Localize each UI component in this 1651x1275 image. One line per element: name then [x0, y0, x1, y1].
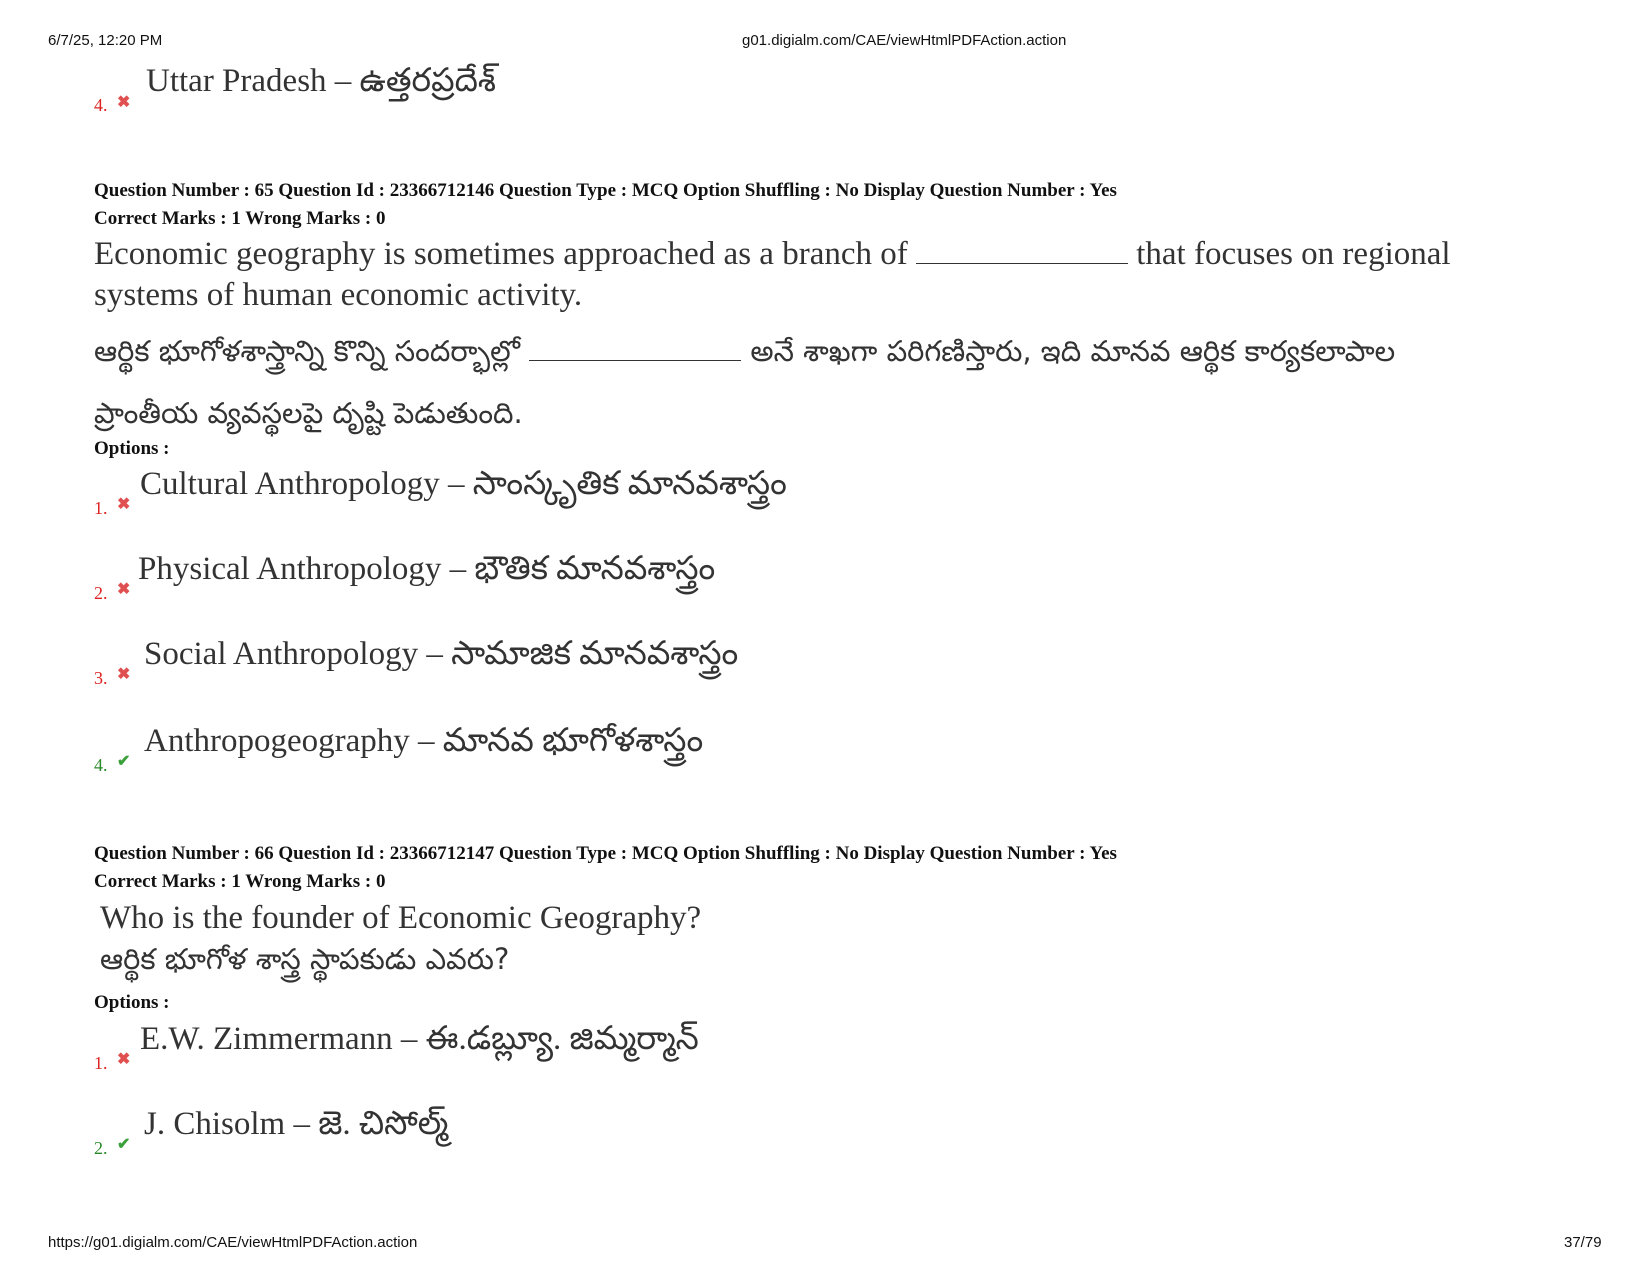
print-page-url: g01.digialm.com/CAE/viewHtmlPDFAction.action	[742, 32, 1067, 49]
q65-question-english	[94, 234, 1451, 317]
option-text: Social Anthropology – సామాజిక మానవశాస్త్రం	[144, 636, 739, 672]
option-number: 4.	[94, 755, 108, 775]
cross-icon: ✖	[117, 581, 131, 598]
check-icon: ✔	[117, 753, 131, 770]
print-page-number: 37/79	[1564, 1234, 1602, 1251]
option-number: 1.	[94, 498, 108, 518]
fill-in-blank	[529, 359, 741, 361]
option-number: 4.	[94, 95, 108, 115]
q65-meta-line: Question Number : 65 Question Id : 23366712146 Question Type : MCQ Option Shuffling : No Display Question Number : Yes	[94, 180, 1117, 201]
q65-en-text-part1: Economic geography is sometimes approached as a branch of	[94, 236, 908, 272]
q66-options-label: Options :	[94, 992, 170, 1013]
option-text: Uttar Pradesh – ఉత్తరప్రదేశ్	[146, 63, 497, 99]
q65-options-label: Options :	[94, 438, 170, 459]
cross-icon: ✖	[117, 94, 131, 111]
q66-marks-line: Correct Marks : 1 Wrong Marks : 0	[94, 871, 386, 892]
print-footer-url: https://g01.digialm.com/CAE/viewHtmlPDFAction.action	[48, 1234, 418, 1251]
q65-question-telugu	[94, 320, 1395, 444]
option-number: 3.	[94, 668, 108, 688]
q65-en-text-part2: that focuses on regional	[1136, 236, 1451, 272]
q65-en-text-line2: systems of human economic activity.	[94, 277, 583, 314]
option-text: E.W. Zimmermann – ఈ.డబ్ల్యూ. జిమ్మర్మాన్	[140, 1021, 699, 1057]
cross-icon: ✖	[117, 666, 131, 683]
q66-meta-line: Question Number : 66 Question Id : 23366712147 Question Type : MCQ Option Shuffling : No Display Question Number : Yes	[94, 843, 1117, 864]
q65-te-text-line2: ప్రాంతీయ వ్యవస్థలపై దృష్టి పెడుతుంది.	[94, 396, 523, 430]
q65-te-text-part2: అనే శాఖగా పరిగణిస్తారు, ఇది మానవ ఆర్థిక కార్యకలాపాల	[750, 334, 1396, 368]
print-datetime: 6/7/25, 12:20 PM	[48, 32, 163, 49]
q65-marks-line: Correct Marks : 1 Wrong Marks : 0	[94, 208, 386, 229]
option-number: 2.	[94, 583, 108, 603]
option-number: 2.	[94, 1138, 108, 1158]
option-text: J. Chisolm – జె. చిసోల్మ్	[144, 1106, 449, 1142]
cross-icon: ✖	[117, 496, 131, 513]
cross-icon: ✖	[117, 1051, 131, 1068]
fill-in-blank	[916, 262, 1128, 264]
option-text: Anthropogeography – మానవ భూగోళశాస్త్రం	[144, 723, 704, 759]
option-number: 1.	[94, 1053, 108, 1073]
option-text: Physical Anthropology – భౌతిక మానవశాస్త్రం	[138, 551, 716, 587]
q66-question-telugu: ఆర్థిక భూగోళ శాస్త్ర స్థాపకుడు ఎవరు?	[100, 942, 510, 976]
q65-te-text-part1: ఆర్థిక భూగోళశాస్త్రాన్ని కొన్ని సందర్భాల్లో	[94, 334, 520, 368]
option-text: Cultural Anthropology – సాంస్కృతిక మానవశాస్త్రం	[140, 466, 787, 502]
check-icon: ✔	[117, 1136, 131, 1153]
q66-question-english: Who is the founder of Economic Geography?	[100, 900, 702, 936]
